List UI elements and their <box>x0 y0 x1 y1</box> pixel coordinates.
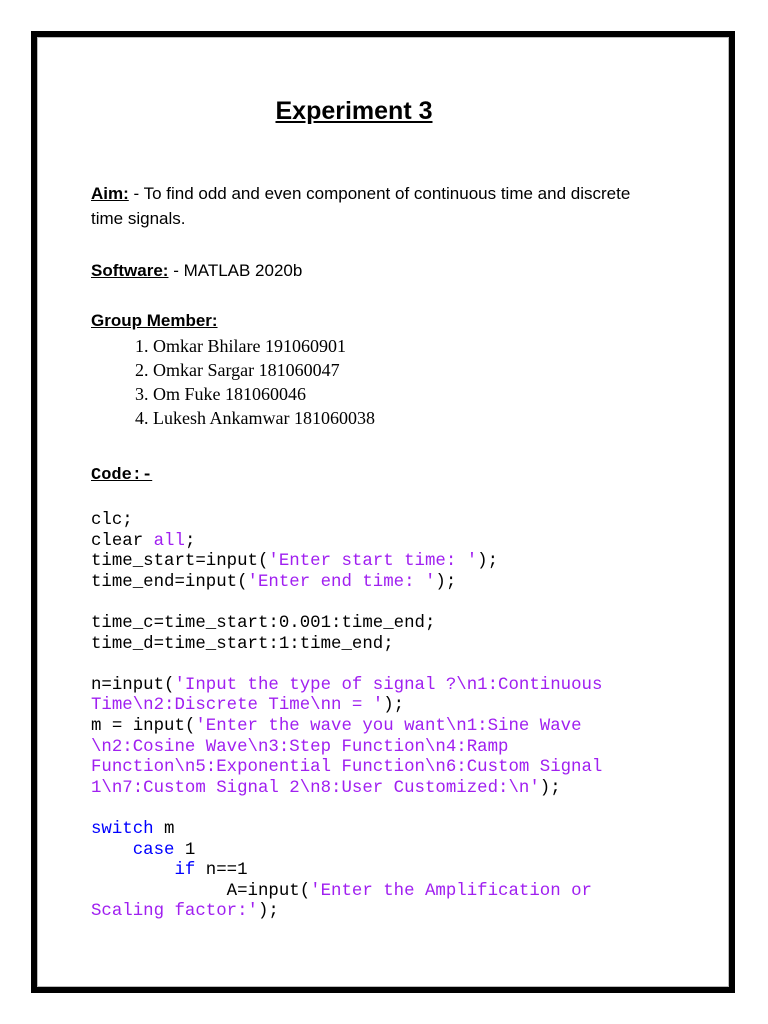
code-text <box>91 861 175 880</box>
code-text: ); <box>383 696 405 716</box>
code-line <box>91 635 602 656</box>
code-string: 'Enter the wave you want\n1:Sine Wave <box>195 716 582 736</box>
code-line <box>91 552 602 573</box>
code-line <box>91 614 602 635</box>
code-text: clear <box>91 531 154 551</box>
code-line <box>91 532 602 553</box>
document-title: Experiment 3 <box>275 97 433 125</box>
member-item: 1. Omkar Bhilare 191060901 <box>135 336 346 356</box>
software-label: Software: <box>91 261 169 280</box>
code-string: all <box>153 531 185 551</box>
code-text: time_start=input( <box>91 552 269 572</box>
code-text: ; <box>184 531 196 551</box>
aim-paragraph <box>91 181 631 231</box>
code-text: time_c=time_start:0.001:time_end; <box>91 613 436 633</box>
code-text: m = input( <box>91 716 196 736</box>
member-item: 4. Lukesh Ankamwar 181060038 <box>135 408 375 428</box>
code-line <box>91 820 602 841</box>
code-line <box>91 676 602 697</box>
code-string: Function\n5:Exponential Function\n6:Custom Signal <box>91 758 603 778</box>
code-text <box>91 841 133 860</box>
code-line <box>91 882 602 903</box>
aim-text: - To find odd and even component of continuous time and discrete time signals. <box>91 184 631 228</box>
code-string: 'Enter the Amplification or <box>310 881 592 901</box>
code-line <box>91 593 602 614</box>
code-text: ); <box>435 572 457 592</box>
aim-label: Aim: <box>91 184 129 203</box>
code-keyword: if <box>174 861 196 881</box>
member-list <box>135 334 375 430</box>
software-line <box>91 258 631 283</box>
code-heading: Code:- <box>91 466 153 485</box>
code-string: 'Input the type of signal ?\n1:Continuous <box>174 675 603 695</box>
code-line <box>91 861 602 882</box>
code-string: 1\n7:Custom Signal 2\n8:User Customized:\n' <box>91 778 540 798</box>
code-line <box>91 573 602 594</box>
code-block <box>91 511 602 923</box>
code-text: ); <box>477 552 499 572</box>
code-text: ); <box>539 778 561 798</box>
code-line <box>91 779 602 800</box>
code-string: \n2:Cosine Wave\n3:Step Function\n4:Ramp <box>91 737 509 757</box>
code-string: 'Enter end time: ' <box>247 572 436 592</box>
code-line <box>91 717 602 738</box>
code-string: 'Enter start time: ' <box>268 552 478 572</box>
code-keyword: case <box>132 840 175 860</box>
code-text: m <box>153 819 175 839</box>
code-line <box>91 758 602 779</box>
code-text: A=input( <box>91 881 311 901</box>
code-text: 1 <box>174 840 196 860</box>
code-line <box>91 696 602 717</box>
code-keyword: switch <box>91 819 154 839</box>
group-label: Group Member: <box>91 311 218 330</box>
code-line <box>91 841 602 862</box>
code-line <box>91 738 602 759</box>
member-item: 3. Om Fuke 181060046 <box>135 384 306 404</box>
code-text: clc; <box>91 511 133 530</box>
code-line <box>91 799 602 820</box>
code-line <box>91 655 602 676</box>
member-item: 2. Omkar Sargar 181060047 <box>135 360 340 380</box>
code-line <box>91 902 602 923</box>
code-string: Time\n2:Discrete Time\nn = ' <box>91 696 384 716</box>
code-text: n=input( <box>91 675 175 695</box>
code-text: time_end=input( <box>91 572 248 592</box>
code-text: n==1 <box>195 861 248 881</box>
group-heading <box>91 308 631 333</box>
code-line <box>91 511 602 532</box>
code-text: time_d=time_start:1:time_end; <box>91 634 394 654</box>
software-text: - MATLAB 2020b <box>168 261 303 280</box>
code-string: Scaling factor:' <box>91 902 258 922</box>
code-text: ); <box>257 902 279 922</box>
